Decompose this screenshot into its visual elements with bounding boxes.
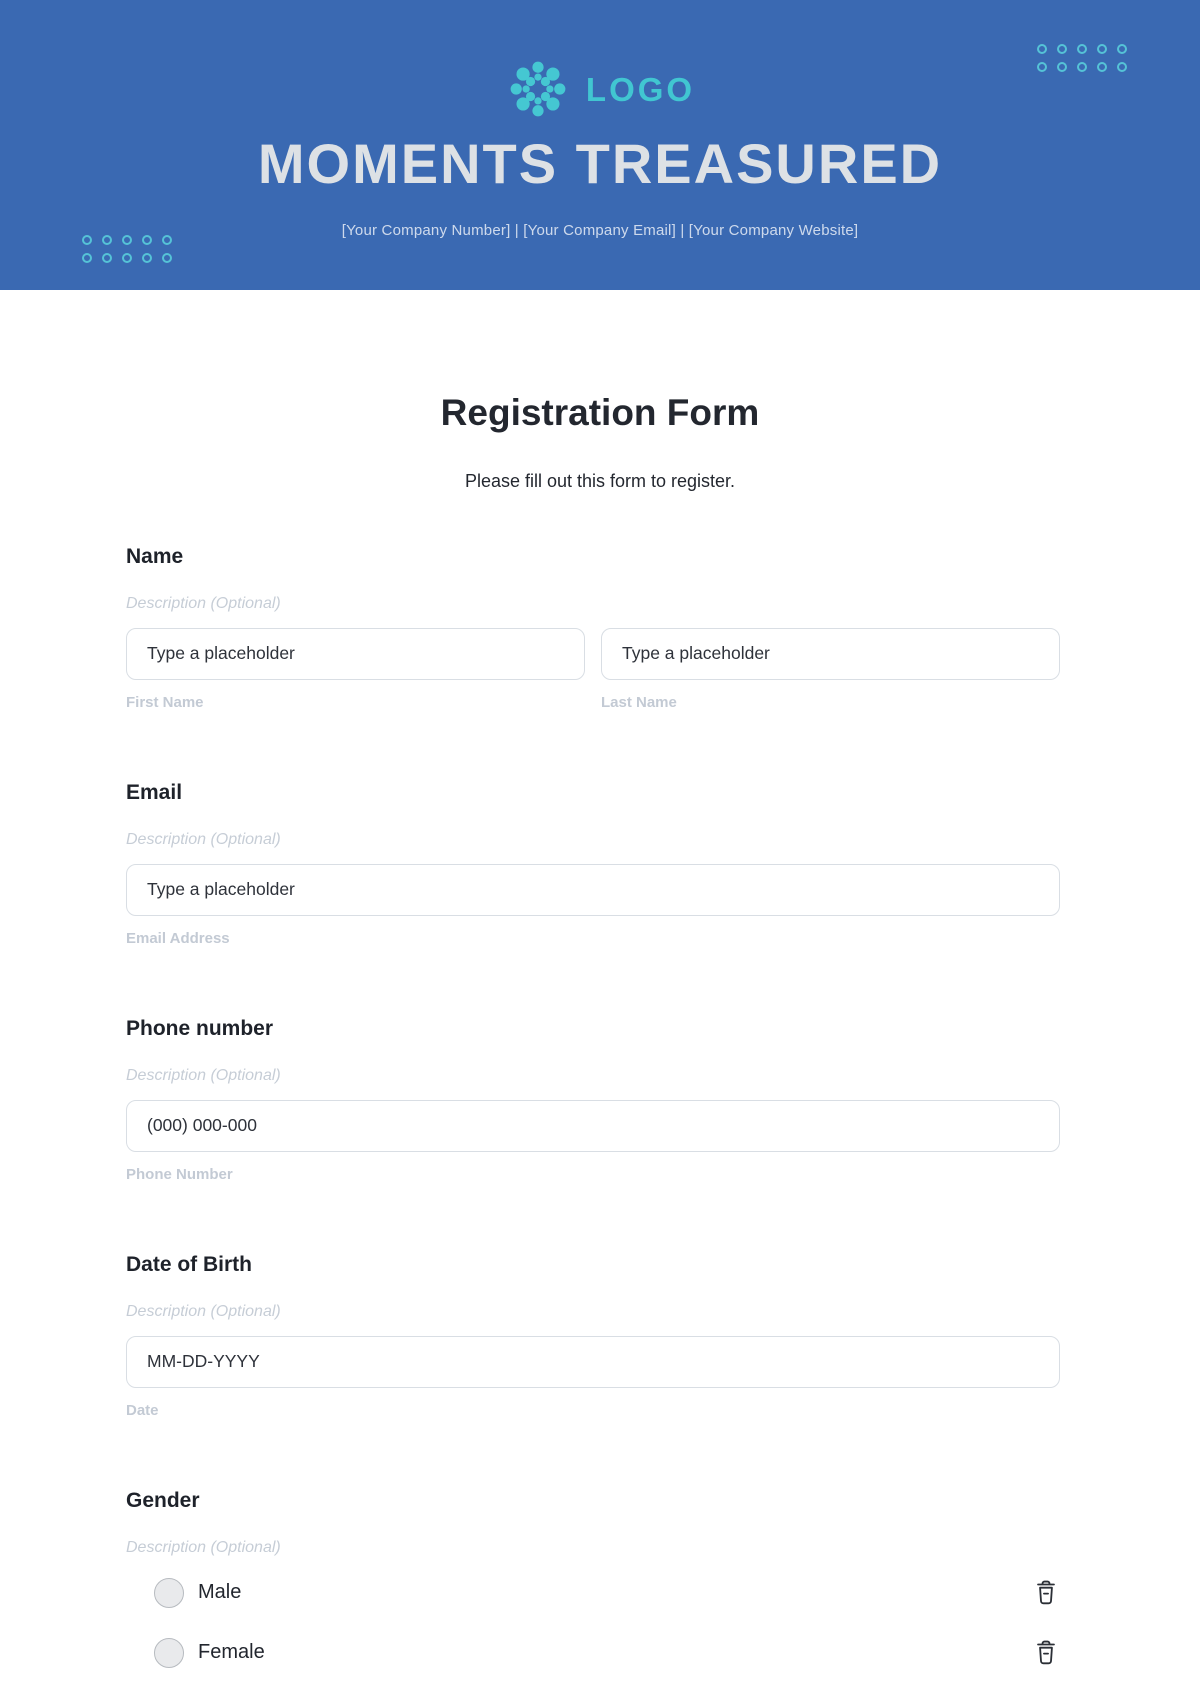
field-email <box>126 780 1060 948</box>
email-caption: Email Address <box>126 929 230 947</box>
gender-radio-female[interactable] <box>154 1638 184 1668</box>
form-page <box>0 394 1200 1668</box>
decor-dots-top-right <box>1037 44 1127 72</box>
field-dob-description: Description (Optional) <box>126 1302 281 1320</box>
gender-option-male-label: Male <box>198 1581 242 1604</box>
field-name-description: Description (Optional) <box>126 594 281 612</box>
form-body <box>0 544 1200 1668</box>
trash-icon <box>1032 1579 1060 1607</box>
company-info: [Your Company Number] | [Your Company Email] | [Your Company Website] <box>341 222 859 239</box>
logo-text: LOGO <box>585 70 696 108</box>
dob-input[interactable] <box>126 1336 1060 1388</box>
last-name-input[interactable] <box>601 628 1060 680</box>
field-name <box>126 544 1060 712</box>
dob-group <box>126 1336 1060 1420</box>
trash-icon <box>1032 1639 1060 1667</box>
company-name: MOMENTS TREASURED <box>257 132 943 195</box>
email-group <box>126 864 1060 948</box>
field-name-label: Name <box>126 544 184 568</box>
logo <box>0 0 1200 122</box>
form-subtitle: Please fill out this form to register. <box>464 471 736 491</box>
form-title: Registration Form <box>440 392 760 433</box>
delete-option-male-button[interactable] <box>1032 1579 1060 1607</box>
field-phone-label: Phone number <box>126 1016 274 1040</box>
gender-option-female-label: Female <box>198 1641 265 1664</box>
phone-group <box>126 1100 1060 1184</box>
first-name-group <box>126 628 585 712</box>
field-gender-label: Gender <box>126 1488 200 1512</box>
decor-dots-bottom-left <box>82 235 172 263</box>
logo-icon <box>505 56 571 122</box>
field-phone-description: Description (Optional) <box>126 1066 281 1084</box>
field-dob <box>126 1252 1060 1420</box>
field-gender-description: Description (Optional) <box>126 1538 281 1556</box>
email-input[interactable] <box>126 864 1060 916</box>
dob-caption: Date <box>126 1401 159 1419</box>
first-name-caption: First Name <box>126 693 204 711</box>
delete-option-female-button[interactable] <box>1032 1639 1060 1667</box>
field-email-label: Email <box>126 780 183 804</box>
field-gender <box>126 1488 1060 1668</box>
gender-option-female <box>126 1638 1060 1668</box>
gender-radio-male[interactable] <box>154 1578 184 1608</box>
field-email-description: Description (Optional) <box>126 830 281 848</box>
field-phone <box>126 1016 1060 1184</box>
page-header <box>0 0 1200 290</box>
gender-option-male <box>126 1578 1060 1608</box>
phone-input[interactable] <box>126 1100 1060 1152</box>
phone-caption: Phone Number <box>126 1165 233 1183</box>
field-dob-label: Date of Birth <box>126 1252 252 1276</box>
last-name-caption: Last Name <box>601 693 677 711</box>
last-name-group <box>601 628 1060 712</box>
first-name-input[interactable] <box>126 628 585 680</box>
